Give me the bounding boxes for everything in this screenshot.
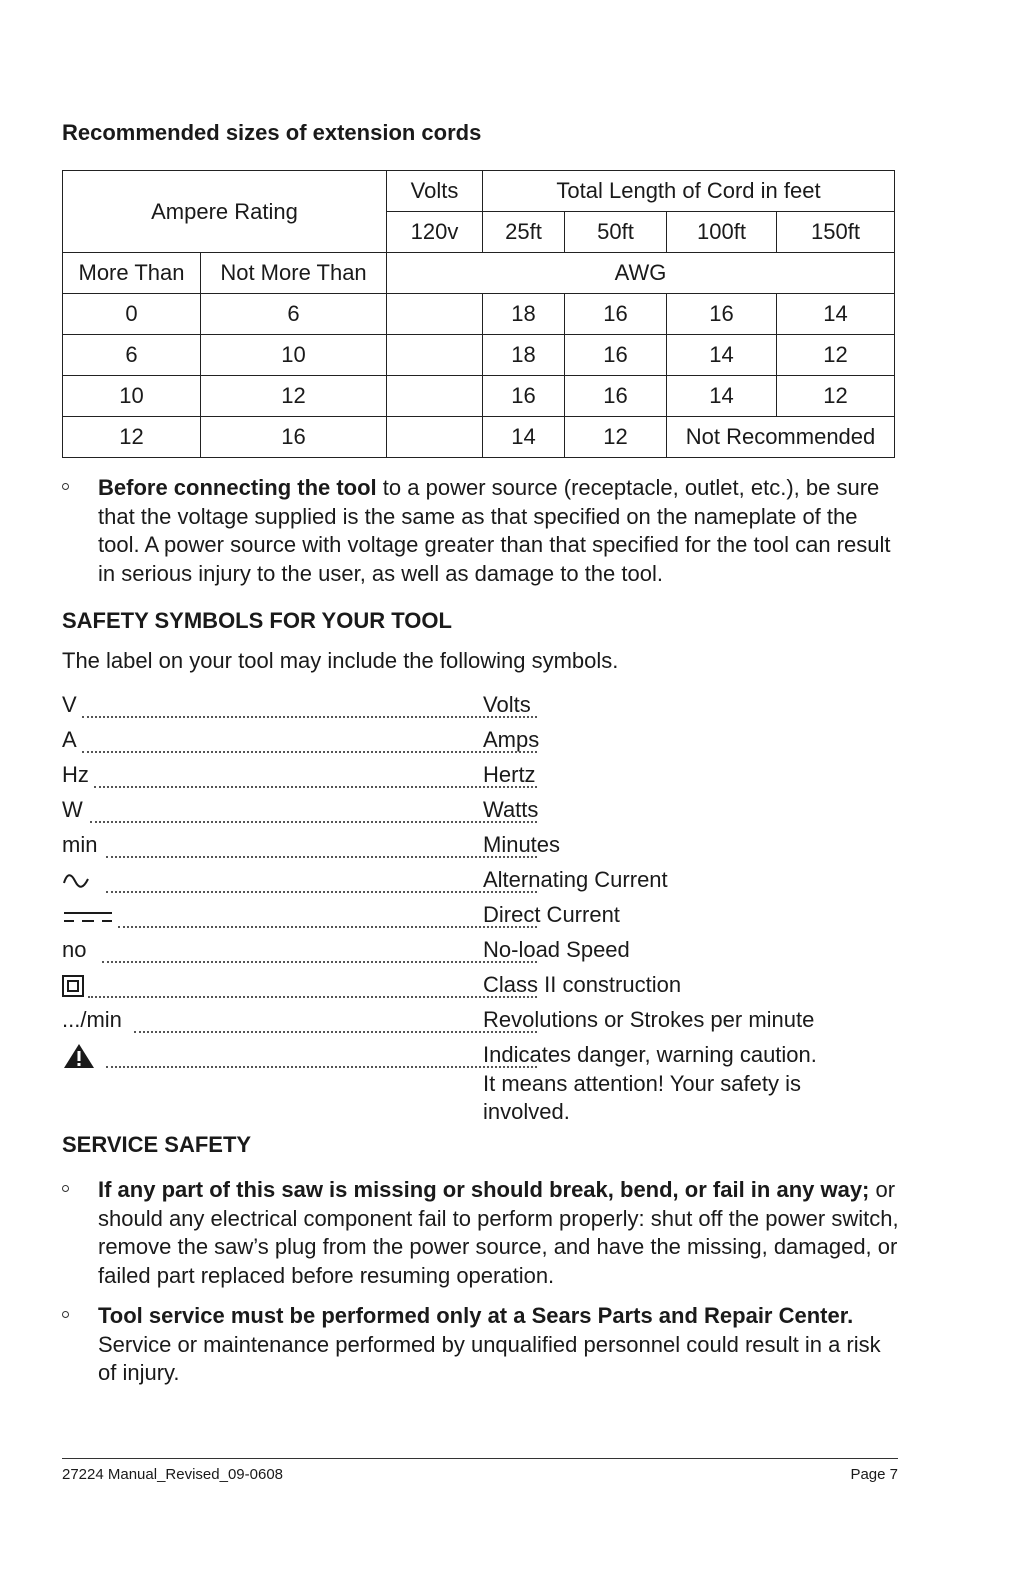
extension-cord-table xyxy=(62,170,895,458)
symbol-text: A xyxy=(62,727,77,752)
warning-extra-2: involved. xyxy=(483,1099,570,1124)
length-header-100: 100ft xyxy=(667,212,777,253)
awg-header: AWG xyxy=(387,253,895,294)
symbol-meaning: Indicates danger, warning caution. xyxy=(483,1042,817,1067)
cell: 16 xyxy=(667,294,777,335)
class-ii-construction-icon xyxy=(62,972,84,998)
table-row xyxy=(63,417,895,458)
length-header-150: 150ft xyxy=(777,212,895,253)
cell: 16 xyxy=(565,335,667,376)
symbol-row xyxy=(62,797,882,825)
cell: 12 xyxy=(201,376,387,417)
direct-current-icon xyxy=(62,902,114,928)
symbol-text: min xyxy=(62,832,98,857)
symbol-meaning: Class II construction xyxy=(483,972,682,997)
cell xyxy=(387,376,483,417)
safety-symbols-heading: SAFETY SYMBOLS FOR YOUR TOOL xyxy=(62,608,452,633)
cell xyxy=(387,335,483,376)
cell: 16 xyxy=(565,376,667,417)
footer-divider xyxy=(62,1458,898,1459)
cell xyxy=(387,417,483,458)
symbol-meaning: No-load Speed xyxy=(483,937,630,962)
alternating-current-icon xyxy=(62,867,90,893)
cell: 14 xyxy=(483,417,565,458)
voltage-note-text: to a power source (receptacle, outlet, etc.), be sure that the voltage supplied is the same as that specified on the nameplate of the tool. A power source with voltage greater than that specified for the tool can result in serious injury to the user, as well as damage to the tool. xyxy=(98,475,891,586)
service-bullet xyxy=(62,1302,902,1388)
cell: 14 xyxy=(667,376,777,417)
symbol-meaning: Amps xyxy=(483,727,540,752)
symbol-row xyxy=(62,727,882,755)
service-safety-heading: SERVICE SAFETY xyxy=(62,1132,252,1157)
symbol-row xyxy=(62,1007,882,1035)
symbol-text: no xyxy=(62,937,87,962)
cell: 10 xyxy=(201,335,387,376)
cell: 16 xyxy=(565,294,667,335)
symbol-row xyxy=(62,972,882,1000)
warning-triangle-icon xyxy=(62,1042,96,1070)
voltage-note-bold: Before connecting the tool xyxy=(98,475,377,500)
ampere-rating-header: Ampere Rating xyxy=(63,171,387,253)
symbol-meaning: Minutes xyxy=(483,832,561,857)
cell xyxy=(387,294,483,335)
bullet-text: Service or maintenance performed by unqualified personnel could result in a risk of injury. xyxy=(98,1331,881,1385)
not-more-than-header: Not More Than xyxy=(201,253,387,294)
total-length-header: Total Length of Cord in feet xyxy=(483,171,895,212)
cell: 0 xyxy=(63,294,201,335)
symbol-text: .../min xyxy=(62,1007,122,1032)
bullet-icon xyxy=(62,483,69,490)
more-than-header: More Than xyxy=(63,253,201,294)
table-row xyxy=(63,294,895,335)
footer-doc-id: 27224 Manual_Revised_09-0608 xyxy=(62,1466,284,1483)
cell: 10 xyxy=(63,376,201,417)
symbol-text: V xyxy=(62,692,77,717)
voltage-cell: 120v xyxy=(387,212,483,253)
cell: 18 xyxy=(483,335,565,376)
length-header-50: 50ft xyxy=(565,212,667,253)
bullet-icon xyxy=(62,1185,69,1192)
volts-header: Volts xyxy=(387,171,483,212)
cell: 12 xyxy=(777,376,895,417)
service-bullet xyxy=(62,1176,902,1290)
symbol-row xyxy=(62,832,882,860)
symbol-text: W xyxy=(62,797,83,822)
bullet-text: or should any electrical component fail to perform properly: shut off the power switch, remove the saw’s plug from the power source, and have the missing, damaged, or failed part replaced before resuming operation. xyxy=(98,1177,899,1288)
not-recommended-cell: Not Recommended xyxy=(667,417,895,458)
symbol-meaning: Volts xyxy=(483,692,531,717)
symbol-meaning: Watts xyxy=(483,797,539,822)
symbol-text: Hz xyxy=(62,762,89,787)
cell: 12 xyxy=(777,335,895,376)
symbol-meaning: Revolutions or Strokes per minute xyxy=(483,1007,815,1032)
symbol-meaning: Direct Current xyxy=(483,902,620,927)
bullet-bold: Tool service must be performed only at a Sears Parts and Repair Center. xyxy=(98,1303,854,1328)
cell: 14 xyxy=(667,335,777,376)
symbol-row xyxy=(62,937,882,965)
cell: 12 xyxy=(565,417,667,458)
symbol-row xyxy=(62,867,882,895)
symbol-meaning: Hertz xyxy=(483,762,536,787)
bullet-bold: If any part of this saw is missing or should break, bend, or fail in any way; xyxy=(98,1177,870,1202)
symbol-row xyxy=(62,762,882,790)
cell: 6 xyxy=(201,294,387,335)
voltage-note xyxy=(62,474,902,588)
symbol-meaning: Alternating Current xyxy=(483,867,668,892)
cell: 18 xyxy=(483,294,565,335)
symbol-row xyxy=(62,902,882,930)
table-row xyxy=(63,335,895,376)
footer-page-number: Page 7 xyxy=(850,1466,898,1483)
cell: 12 xyxy=(63,417,201,458)
cell: 16 xyxy=(483,376,565,417)
symbol-row xyxy=(62,692,882,720)
cell: 6 xyxy=(63,335,201,376)
cell: 16 xyxy=(201,417,387,458)
bullet-icon xyxy=(62,1311,69,1318)
extension-cords-title: Recommended sizes of extension cords xyxy=(62,120,482,145)
warning-extra-1: It means attention! Your safety is xyxy=(483,1071,801,1096)
cell: 14 xyxy=(777,294,895,335)
length-header-25: 25ft xyxy=(483,212,565,253)
safety-symbols-intro: The label on your tool may include the following symbols. xyxy=(62,648,619,673)
table-row xyxy=(63,376,895,417)
symbol-row xyxy=(62,1042,882,1070)
